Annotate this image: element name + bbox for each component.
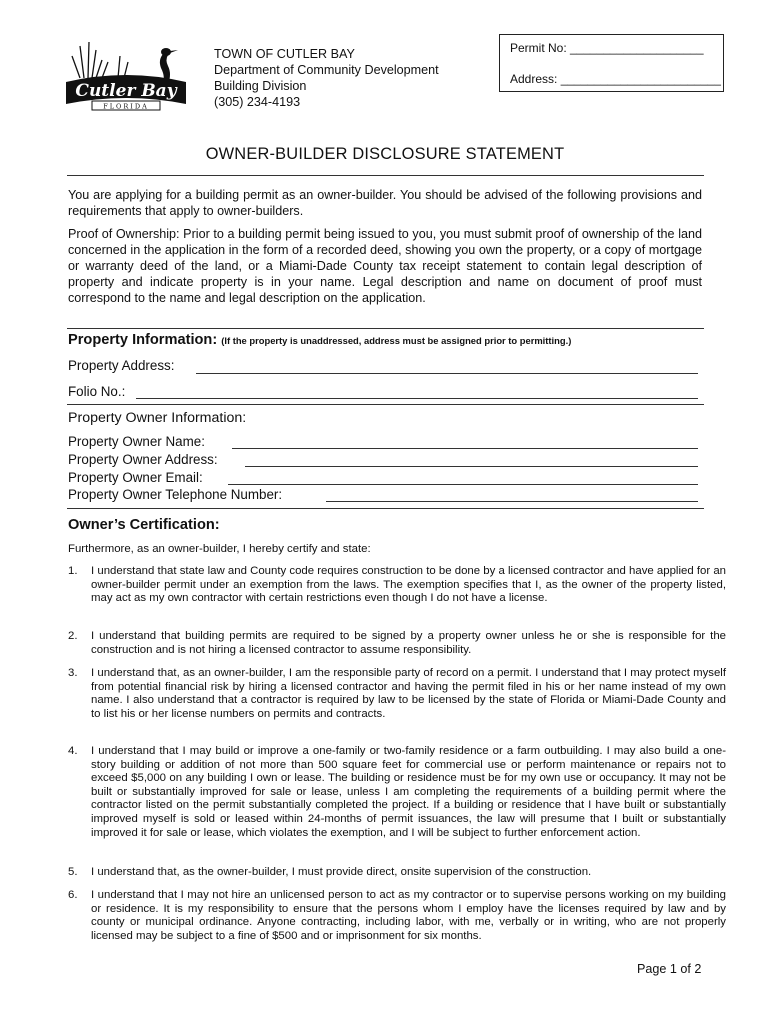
- certification-divider: [67, 508, 704, 509]
- certification-item: [68, 889, 726, 943]
- item-text: I understand that, as the owner-builder, I must provide direct, onsite supervision of the construction.: [91, 866, 592, 878]
- owner-email-label: Property Owner Email:: [68, 470, 203, 485]
- phone-number: (305) 234-4193: [214, 95, 301, 109]
- owner-name-label: Property Owner Name:: [68, 434, 205, 449]
- owner-address-line[interactable]: [245, 466, 698, 467]
- item-text: I understand that building permits are required to be signed by a property owner unless he or she is responsible for the construction and is not hiring a licensed contractor to assume responsibility.: [91, 630, 726, 656]
- owner-info-heading: Property Owner Information:: [68, 410, 247, 426]
- owner-address-label: Property Owner Address:: [68, 452, 218, 467]
- property-info-title: Property Information:: [68, 332, 218, 348]
- item-number: 5.: [68, 866, 78, 878]
- owner-phone-label: Property Owner Telephone Number:: [68, 487, 283, 502]
- permit-no-field[interactable]: Permit No: ____________________: [510, 41, 704, 55]
- certification-item: [68, 745, 726, 840]
- logo-subtext: FLORIDA: [103, 102, 149, 111]
- town-name: TOWN OF CUTLER BAY: [214, 47, 355, 61]
- document-title: OWNER-BUILDER DISCLOSURE STATEMENT: [205, 145, 565, 163]
- certification-item: [68, 667, 726, 721]
- division-name: Building Division: [214, 79, 307, 93]
- folio-line[interactable]: [136, 398, 698, 399]
- proof-of-ownership-paragraph: Proof of Ownership: Prior to a building permit being issued to you, you must submit proof of ownership of the land concerned in the application in the form of a recorded deed, showing you own the property, or a copy of mortgage or warranty deed of the land, or a Miami-Dade County tax receipt statement to contain legal description of property and indicate property is in your name. Legal description and name on document of proof must correspond to the name and legal description on the application.: [68, 227, 702, 305]
- item-text: I understand that, as an owner-builder, I am the responsible party of record on a permit. I understand that I may protect myself from potential financial risk by hiring a licensed contractor and having the permit filed in his or her name instead of my own name. I also understand that a contractor is required by law to be licensed by the state of Florida or Miami-Dade County and to list his or her license numbers on permits and contracts.: [91, 667, 726, 720]
- item-number: 1.: [68, 565, 78, 577]
- owner-email-line[interactable]: [228, 484, 698, 485]
- property-address-label: Property Address:: [68, 358, 175, 373]
- item-text: I understand that I may not hire an unlicensed person to act as my contractor or to supervise persons working on my building or residence. It is my responsibility to ensure that the persons whom I employ have the licenses required by law and by county or municipal ordinance. Anyone contracting, including labor, with me, verbally or in writing, who are not properly licensed may be subject to a fine of $500 and or imprisonment for six months.: [91, 889, 726, 942]
- item-number: 4.: [68, 745, 78, 757]
- property-divider: [67, 328, 704, 329]
- logo-wordmark: Cutler Bay: [75, 81, 177, 101]
- property-address-line[interactable]: [196, 373, 698, 374]
- certification-lead: Furthermore, as an owner-builder, I hereby certify and state:: [68, 543, 371, 555]
- department-name: Department of Community Development: [214, 63, 439, 77]
- property-info-note: (If the property is unaddressed, address must be assigned prior to permitting.): [221, 335, 572, 346]
- item-number: 6.: [68, 889, 78, 901]
- title-divider: [67, 175, 704, 176]
- item-number: 2.: [68, 630, 78, 642]
- certification-item: [68, 565, 726, 606]
- owner-phone-line[interactable]: [326, 501, 698, 502]
- certification-item: [68, 866, 726, 880]
- permit-address-field[interactable]: Address: ________________________: [510, 72, 721, 86]
- town-logo: [62, 38, 190, 116]
- certification-heading: Owner’s Certification:: [68, 517, 220, 533]
- intro-paragraph: You are applying for a building permit as an owner-builder. You should be advised of the following provisions and requirements that apply to owner-builders.: [68, 188, 702, 218]
- org-block: [214, 46, 439, 110]
- item-text: I understand that state law and County code requires construction to be done by a licensed contractor and have applied for an owner-builder permit under an exemption from the laws. The exemption specifies that I, as the owner of the property listed, may act as my own contractor with certain restrictions even though I do not have a license.: [91, 565, 726, 605]
- permit-box: [499, 34, 724, 92]
- owner-name-line[interactable]: [232, 448, 698, 449]
- property-info-heading: [68, 332, 571, 348]
- page-number: Page 1 of 2: [637, 962, 702, 976]
- item-number: 3.: [68, 667, 78, 679]
- folio-label: Folio No.:: [68, 384, 126, 399]
- item-text: I understand that I may build or improve a one-family or two-family residence or a farm outbuilding. I may also build a one-story building or addition of not more than 500 square feet for commercial use or perform maintenance or repairs not to exceed $5,000 on any building I own or lease. The building or residence must be for my own use or occupancy. It may not be built or substantially improved for sale or lease, unless I am completing the requirements of a building permit where the contractor listed on the permit substantially completed the project. If a building or residence that I have built or substantially improved myself is sold or leased within 24-months of permit issuances, the law will presume that I built or substantially improved it for sale or lease, which violates the exemption, and I will be subject to further enforcement action.: [91, 745, 726, 839]
- certification-item: [68, 630, 726, 657]
- owner-divider: [67, 404, 704, 405]
